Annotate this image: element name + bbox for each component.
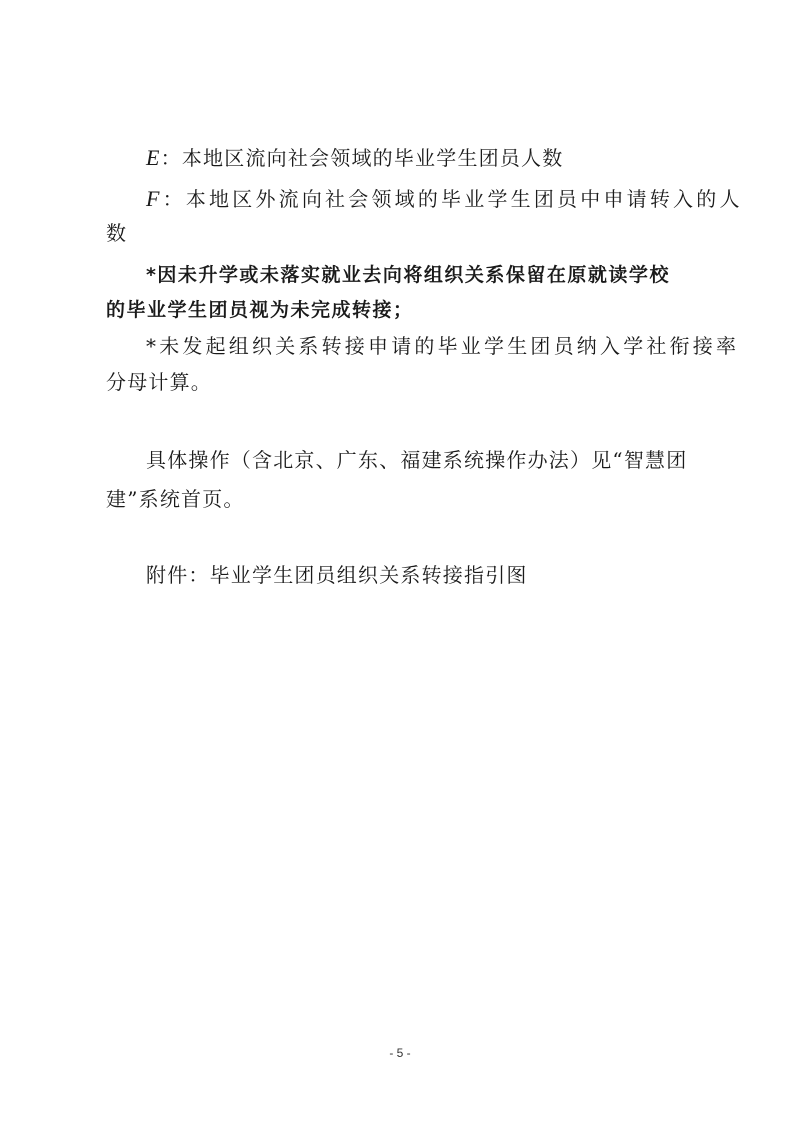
definition-f-text: ：本地区外流向社会领域的毕业学生团员中申请转入的人: [162, 187, 743, 211]
operation-line-2: 建”系统首页。: [106, 487, 245, 511]
definition-f: [146, 186, 743, 212]
definition-f-continued: 数: [106, 221, 128, 245]
operation-line-1: 具体操作（含北京、广东、福建系统操作办法）见“智慧团: [146, 448, 688, 472]
page-number: - 5 -: [389, 1046, 411, 1060]
definition-e: [146, 145, 696, 171]
variable-f: F: [146, 186, 163, 211]
bold-note-line-2: 的毕业学生团员视为未完成转接；: [106, 299, 414, 321]
attachment-line: 附件：毕业学生团员组织关系转接指引图: [146, 563, 528, 587]
bold-note-line-1: *因未升学或未落实就业去向将组织关系保留在原就读学校: [146, 264, 670, 286]
variable-e: E: [146, 145, 161, 170]
definition-e-text: ：本地区流向社会领域的毕业学生团员人数: [160, 146, 564, 170]
note-line-1: *未发起组织关系转接申请的毕业学生团员纳入学社衔接率: [146, 334, 740, 358]
note-line-2: 分母计算。: [106, 370, 212, 394]
